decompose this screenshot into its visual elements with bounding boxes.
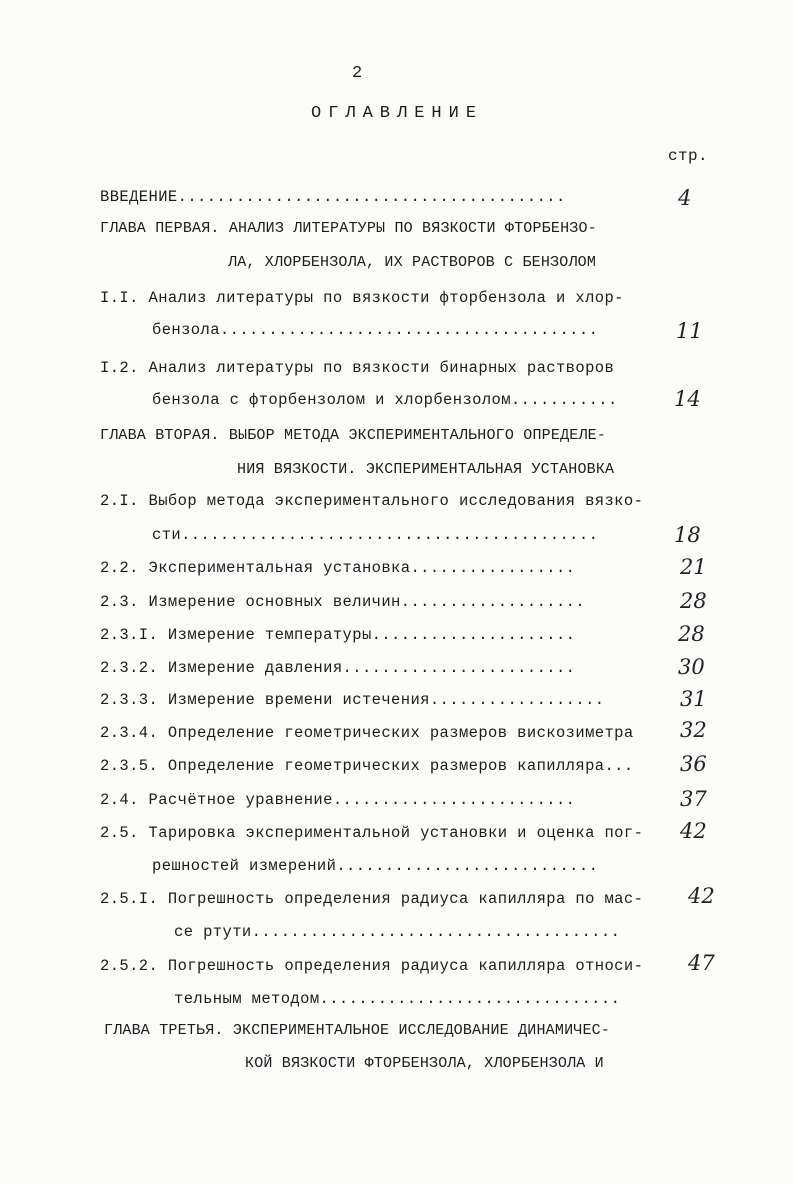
page-title: ОГЛАВЛЕНИЕ xyxy=(311,104,484,123)
toc-line: бензола с фторбензолом и хлорбензолом........... xyxy=(152,391,618,409)
toc-line: решностей измерений........................... xyxy=(152,857,599,875)
toc-line: НИЯ ВЯЗКОСТИ. ЭКСПЕРИМЕНТАЛЬНАЯ УСТАНОВКА xyxy=(237,461,615,478)
toc-line: 2.3.4. Определение геометрических размеров вискозиметра xyxy=(100,724,634,742)
toc-page-number: 42 xyxy=(680,819,707,843)
toc-line: сти........................................... xyxy=(152,526,599,544)
toc-line: се ртути...................................... xyxy=(174,923,621,941)
toc-page-number: 42 xyxy=(688,884,715,908)
toc-page-number: 30 xyxy=(678,655,705,679)
page-column-label: стр. xyxy=(668,147,709,165)
toc-page-number: 18 xyxy=(674,523,701,547)
toc-page-number: 36 xyxy=(680,752,707,776)
toc-line: 2.5.2. Погрешность определения радиуса капилляра относи- xyxy=(100,957,644,975)
toc-line: бензола....................................... xyxy=(152,321,599,339)
toc-line: 2.3.2. Измерение давления........................ xyxy=(100,659,576,677)
page-number: 2 xyxy=(352,64,363,83)
toc-page-number: 31 xyxy=(680,687,707,711)
toc-line: ГЛАВА ПЕРВАЯ. АНАЛИЗ ЛИТЕРАТУРЫ ПО ВЯЗКОСТИ ФТОРБЕНЗО- xyxy=(100,220,597,237)
toc-page-number: 11 xyxy=(676,319,703,343)
toc-page-number: 32 xyxy=(680,718,707,742)
toc-line: ВВЕДЕНИЕ........................................ xyxy=(100,188,566,206)
toc-page-number: 28 xyxy=(680,589,707,613)
toc-line: 2.5. Тарировка экспериментальной установки и оценка пог- xyxy=(100,824,644,842)
toc-line: I.2. Анализ литературы по вязкости бинарных растворов xyxy=(100,359,615,377)
toc-line: 2.I. Выбор метода экспериментального исследования вязко- xyxy=(100,492,644,510)
toc-page-number: 28 xyxy=(678,622,705,646)
toc-line: тельным методом............................... xyxy=(174,990,621,1008)
toc-line: ГЛАВА ВТОРАЯ. ВЫБОР МЕТОДА ЭКСПЕРИМЕНТАЛЬНОГО ОПРЕДЕЛЕ- xyxy=(100,427,607,444)
toc-page-number: 14 xyxy=(674,387,701,411)
toc-line: 2.3.I. Измерение температуры..................... xyxy=(100,626,576,644)
toc-line: ЛА, ХЛОРБЕНЗОЛА, ИХ РАСТВОРОВ С БЕНЗОЛОМ xyxy=(228,254,597,271)
toc-line: 2.5.I. Погрешность определения радиуса капилляра по мас- xyxy=(100,890,644,908)
toc-line: 2.3. Измерение основных величин................... xyxy=(100,593,586,611)
toc-line: 2.2. Экспериментальная установка................. xyxy=(100,559,576,577)
toc-line: 2.4. Расчётное уравнение......................... xyxy=(100,791,576,809)
toc-line: 2.3.3. Измерение времени истечения.................. xyxy=(100,691,605,709)
toc-page-number: 21 xyxy=(680,555,707,579)
toc-line: ГЛАВА ТРЕТЬЯ. ЭКСПЕРИМЕНТАЛЬНОЕ ИССЛЕДОВАНИЕ ДИНАМИЧЕС- xyxy=(104,1022,611,1039)
toc-line: 2.3.5. Определение геометрических размеров капилляра... xyxy=(100,757,634,775)
toc-line: I.I. Анализ литературы по вязкости фторбензола и хлор- xyxy=(100,289,624,307)
toc-line: КОЙ ВЯЗКОСТИ ФТОРБЕНЗОЛА, ХЛОРБЕНЗОЛА И xyxy=(245,1055,604,1072)
toc-page-number: 47 xyxy=(688,951,715,975)
toc-page-number: 37 xyxy=(680,787,707,811)
toc-page-number: 4 xyxy=(678,186,692,210)
